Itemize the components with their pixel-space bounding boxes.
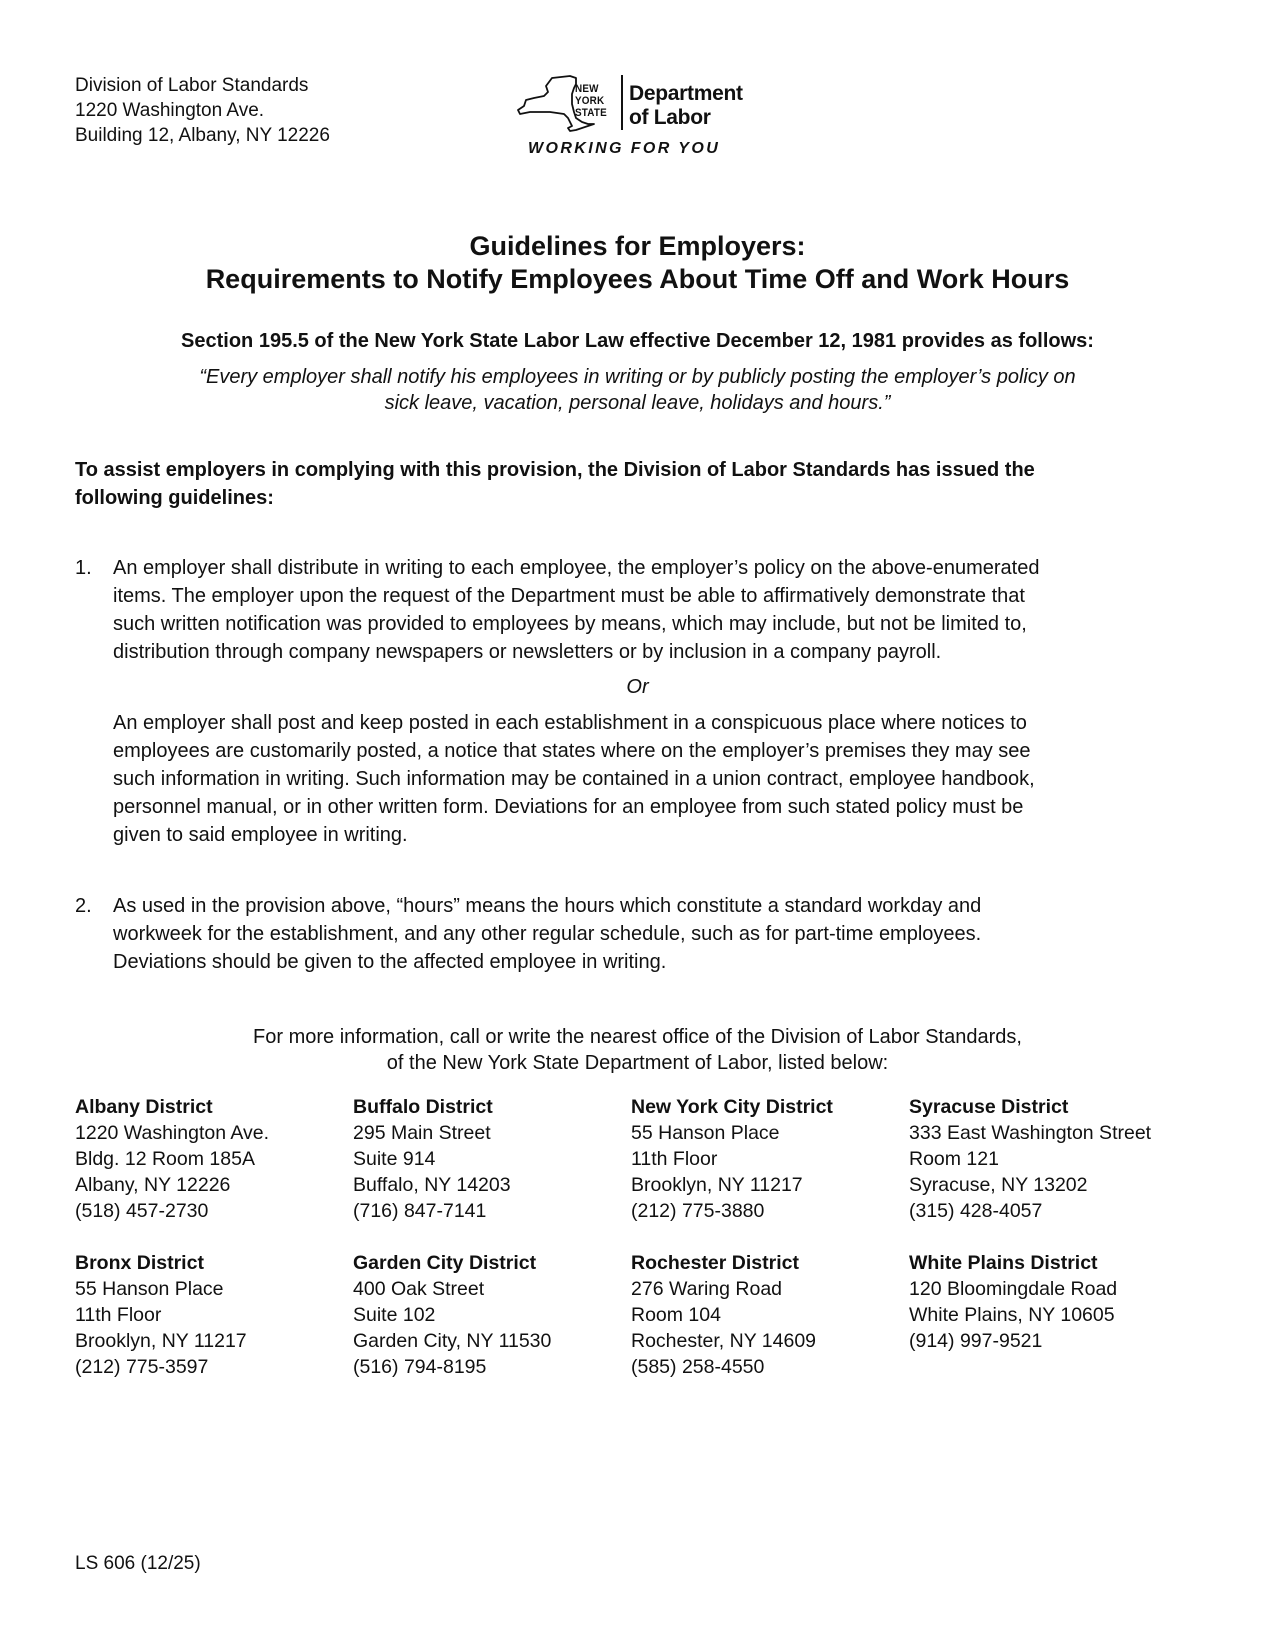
item-line: An employer shall distribute in writing to each employee, the employer’s policy on the above-enumerated (113, 557, 1040, 579)
office-address-line: Suite 102 (353, 1304, 436, 1326)
office-address-line: 333 East Washington Street (909, 1122, 1152, 1144)
logo-divider (621, 75, 623, 130)
guidelines-intro (75, 456, 1205, 512)
office-garden-city (353, 1250, 551, 1380)
office-phone: (516) 794-8195 (353, 1356, 487, 1378)
item-line: Deviations should be given to the affected employee in writing. (113, 951, 667, 973)
office-address-line: Brooklyn, NY 11217 (75, 1330, 247, 1352)
department-line: Department (629, 82, 743, 105)
state-word: STATE (575, 107, 607, 119)
office-name: New York City District (631, 1096, 833, 1118)
office-address-line: 11th Floor (75, 1304, 162, 1326)
office-address-line: Brooklyn, NY 11217 (631, 1174, 803, 1196)
page-subtitle: Requirements to Notify Employees About Time Off and Work Hours (205, 264, 1070, 294)
logo-tagline: WORKING FOR YOU (528, 140, 721, 157)
item-number: 1. (75, 557, 92, 579)
return-address (75, 73, 330, 148)
form-code: LS 606 (12/25) (75, 1553, 201, 1574)
office-address-line: 55 Hanson Place (75, 1278, 224, 1300)
item-line: As used in the provision above, “hours” means the hours which constitute a standard workday and (113, 895, 982, 917)
office-address-line: Garden City, NY 11530 (353, 1330, 552, 1352)
quote-line: “Every employer shall notify his employees in writing or by publicly posting the employer’s policy on (199, 366, 1076, 388)
office-address-line: 55 Hanson Place (631, 1122, 780, 1144)
office-address-line: Syracuse, NY 13202 (909, 1174, 1088, 1196)
item-line: given to said employee in writing. (113, 824, 408, 846)
return-address-line: Division of Labor Standards (75, 75, 309, 96)
item-number: 2. (75, 895, 92, 917)
office-address-line: 120 Bloomingdale Road (909, 1278, 1118, 1300)
item-line: distribution through company newspapers or newsletters or by inclusion in a company payroll. (113, 641, 942, 663)
office-address-line: 295 Main Street (353, 1122, 491, 1144)
office-name: White Plains District (909, 1252, 1098, 1274)
office-address-line: 1220 Washington Ave. (75, 1122, 270, 1144)
office-address-line: Albany, NY 12226 (75, 1174, 231, 1196)
state-wordmark (575, 83, 607, 119)
return-address-line: Building 12, Albany, NY 12226 (75, 125, 330, 146)
office-name: Bronx District (75, 1252, 204, 1274)
office-phone: (315) 428-4057 (909, 1200, 1043, 1222)
department-name (629, 82, 743, 130)
intro-line: To assist employers in complying with this provision, the Division of Labor Standards has issued the (75, 459, 1035, 481)
office-address-line: Bldg. 12 Room 185A (75, 1148, 255, 1170)
office-bronx (75, 1250, 247, 1380)
office-new-york-city (631, 1094, 833, 1224)
office-address-line: Suite 914 (353, 1148, 436, 1170)
contact-intro-line: of the New York State Department of Labor, listed below: (386, 1052, 889, 1074)
office-phone: (585) 258-4550 (631, 1356, 765, 1378)
department-line: of Labor (629, 106, 711, 129)
office-phone: (914) 997-9521 (909, 1330, 1043, 1352)
office-address-line: Room 121 (909, 1148, 999, 1170)
page-title: Guidelines for Employers: (469, 231, 806, 261)
law-quote (0, 364, 1275, 416)
office-phone: (212) 775-3880 (631, 1200, 765, 1222)
office-name: Albany District (75, 1096, 213, 1118)
office-name: Syracuse District (909, 1096, 1069, 1118)
office-address-line: White Plains, NY 10605 (909, 1304, 1115, 1326)
office-address-line: 400 Oak Street (353, 1278, 485, 1300)
office-name: Rochester District (631, 1252, 799, 1274)
contact-intro (0, 1024, 1275, 1076)
office-phone: (212) 775-3597 (75, 1356, 209, 1378)
state-word: YORK (575, 95, 605, 107)
office-syracuse (909, 1094, 1151, 1224)
item-line: such written notification was provided to employees by means, which may include, but not be limited to, (113, 613, 1027, 635)
office-rochester (631, 1250, 816, 1380)
item-line: An employer shall post and keep posted in each establishment in a conspicuous place where notices to (113, 712, 1027, 734)
office-name: Buffalo District (353, 1096, 493, 1118)
item-line: personnel manual, or in other written form. Deviations for an employee from such stated policy must be (113, 796, 1024, 818)
contact-intro-line: For more information, call or write the nearest office of the Division of Labor Standards, (253, 1026, 1022, 1048)
office-phone: (518) 457-2730 (75, 1200, 209, 1222)
item-body (113, 709, 1213, 849)
intro-line: following guidelines: (75, 487, 274, 509)
item-body (113, 554, 1213, 666)
section-heading: Section 195.5 of the New York State Labor Law effective December 12, 1981 provides as follows: (181, 330, 1094, 352)
office-address-line: Buffalo, NY 14203 (353, 1174, 511, 1196)
quote-line: sick leave, vacation, personal leave, holidays and hours.” (384, 392, 891, 414)
item-line: employees are customarily posted, a notice that states where on the employer’s premises they may see (113, 740, 1031, 762)
office-albany (75, 1094, 269, 1224)
item-body (113, 892, 1213, 976)
office-address-line: 276 Waring Road (631, 1278, 783, 1300)
office-buffalo (353, 1094, 511, 1224)
item-line: items. The employer upon the request of the Department must be able to affirmatively demonstrate that (113, 585, 1025, 607)
state-word: NEW (575, 83, 599, 95)
return-address-line: 1220 Washington Ave. (75, 100, 265, 121)
office-address-line: Rochester, NY 14609 (631, 1330, 817, 1352)
item-line: workweek for the establishment, and any other regular schedule, such as for part-time employees. (113, 923, 982, 945)
office-address-line: 11th Floor (631, 1148, 718, 1170)
office-phone: (716) 847-7141 (353, 1200, 487, 1222)
item-line: such information in writing. Such information may be contained in a union contract, employee handbook, (113, 768, 1035, 790)
office-name: Garden City District (353, 1252, 537, 1274)
office-address-line: Room 104 (631, 1304, 721, 1326)
office-white-plains (909, 1250, 1117, 1354)
or-separator: Or (626, 676, 649, 698)
nys-department-of-labor-logo (514, 72, 754, 162)
